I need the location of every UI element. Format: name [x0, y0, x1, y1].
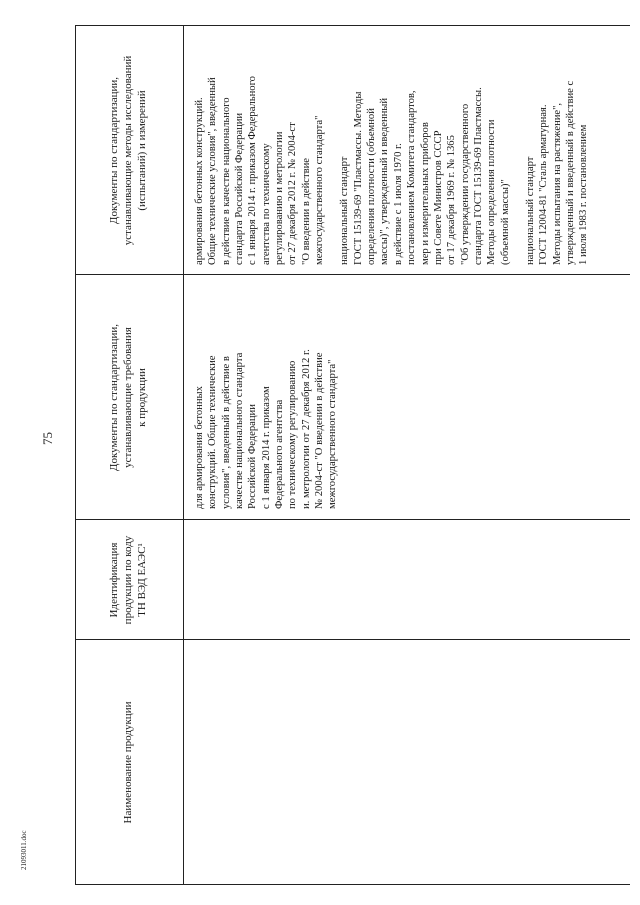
standards-table — [75, 25, 630, 885]
paragraph-gap — [512, 29, 524, 265]
text-line: по техническому регулированию — [287, 360, 299, 509]
text-line: ГОСТ 15139-69 "Пластмассы. Методы — [352, 91, 364, 265]
text-line: от 27 декабря 2012 г. № 2004-ст — [287, 122, 299, 265]
text-line: национальный стандарт — [339, 156, 351, 265]
text-line: стандарта ГОСТ 15139-69 Пластмассы. — [472, 87, 484, 265]
text-line: Общие технические условия", введенный — [207, 77, 219, 265]
rotated-table-container — [75, 25, 630, 885]
methods-cell — [193, 29, 591, 265]
text-line: регулированию и метрологии — [274, 131, 286, 265]
text-line: национальный стандарт — [524, 156, 536, 265]
text-line: и. метрологии от 27 декабря 2012 г. — [300, 349, 312, 509]
text-line: в действие с 1 июля 1970 г. — [392, 143, 404, 265]
header-identification-line: продукции по коду — [122, 535, 135, 625]
header-requirements-line: устанавливающие требования — [122, 327, 135, 468]
text-line: (объемной массы)" — [499, 179, 511, 265]
text-line: при Совете Министров СССР — [432, 130, 444, 265]
paragraph-gap — [326, 29, 338, 265]
requirements-cell — [193, 279, 340, 509]
text-line: в действие в качестве национального — [220, 97, 232, 265]
page-number: 75 — [40, 432, 55, 445]
text-line: "Об утверждении государственного — [459, 103, 471, 265]
text-line: Федерального агентства — [274, 399, 286, 509]
text-line: с 1 января 2014 г. приказом — [260, 386, 272, 509]
text-line: для армирования бетонных — [194, 386, 205, 509]
header-methods-line: устанавливающие методы исследований — [122, 55, 135, 246]
text-line: от 17 декабря 1969 г. № 1365 — [446, 135, 458, 265]
text-line: Методы испытания на растяжение", — [551, 102, 563, 265]
header-identification-line: Идентификация — [108, 542, 121, 618]
text-line: определения плотности (объемной — [366, 108, 378, 265]
text-line: межгосударственного стандарта" — [314, 115, 326, 265]
text-line: массы)", утвержденный и введенный — [379, 97, 391, 265]
text-line: № 2004-ст "О введении в действие — [314, 352, 326, 509]
text-line: утвержденный и введенный в действие с — [564, 80, 576, 265]
text-line: 1 июля 1983 г. постановлением — [578, 124, 590, 265]
text-line: армирования бетонных конструкций. — [194, 97, 205, 265]
text-line: качестве национального стандарта — [234, 352, 246, 509]
header-identification — [75, 520, 183, 640]
header-product-name-text: Наименование продукции — [122, 701, 135, 824]
header-requirements-docs — [75, 275, 183, 520]
header-requirements-line: к продукции — [135, 368, 148, 427]
text-line: межгосударственного стандарта" — [327, 359, 339, 509]
text-line: стандарта Российской Федерации — [234, 112, 246, 265]
header-bottom-border — [183, 25, 184, 885]
header-methods-line: (испытаний) и измерений — [135, 90, 148, 211]
header-requirements-line: Документы по стандартизации, — [108, 323, 121, 472]
text-line: агентства по техническому — [260, 143, 272, 265]
text-line: конструкций. Общие технические — [207, 355, 219, 509]
text-line: мер и измерительных приборов — [419, 122, 431, 265]
text-line: постановлением Комитета стандартов, — [406, 90, 418, 265]
text-line: ГОСТ 12004-81 "Сталь арматурная. — [538, 104, 550, 265]
header-identification-line: ТН ВЭД ЕАЭС¹ — [135, 543, 148, 617]
text-line: Методы определения плотности — [486, 119, 498, 265]
document-footer: 21093011.doc — [20, 830, 28, 870]
header-methods-line: Документы по стандартизации, — [108, 76, 121, 225]
text-line: с 1 января 2014 г. приказом Федерального — [247, 76, 259, 265]
header-product-name — [75, 640, 183, 885]
text-line: условия", введенный в действие в — [220, 356, 232, 509]
text-line: Российской Федерации — [247, 404, 259, 509]
header-methods-docs — [75, 26, 183, 275]
text-line: "О введении в действие — [300, 158, 312, 265]
